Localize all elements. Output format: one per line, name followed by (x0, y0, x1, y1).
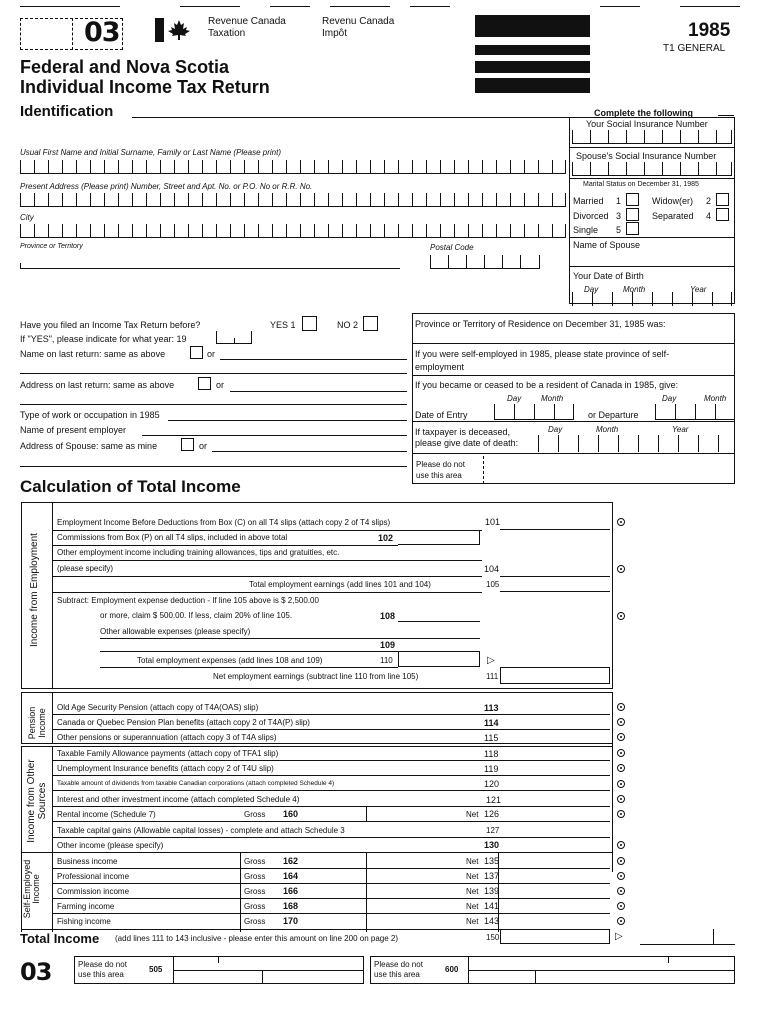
line-105-num: 105 (486, 580, 500, 589)
line-130-num: 130 (484, 840, 500, 850)
became-resident-label: If you became or ceased to be a resident of Canada in 1985, give: (415, 380, 679, 390)
barcode-block (475, 15, 590, 93)
line-141-net: Net (466, 902, 479, 911)
line-113-num: 113 (484, 703, 499, 713)
line-170-gross: Gross (244, 917, 266, 926)
addr-last-input[interactable] (230, 391, 407, 392)
line-109-num: 109 (380, 640, 396, 650)
name-last-label: Name on last return: same as above (20, 349, 166, 359)
widowed-checkbox[interactable] (716, 193, 729, 206)
departure-label: or Departure (588, 410, 639, 420)
footer-dnu-a-2: use this area (78, 970, 124, 979)
form-code: 03 (84, 17, 120, 48)
name-input[interactable] (20, 160, 566, 174)
yes-checkbox[interactable] (302, 316, 317, 331)
line-102-input[interactable] (398, 531, 480, 545)
self-emp-label-2: employment (415, 362, 465, 372)
line-130-label: Other income (please specify) (57, 841, 164, 850)
separated-num: 4 (706, 211, 712, 221)
footer-dnu-b-1: Please do not (374, 960, 423, 969)
line-141-input[interactable] (52, 913, 610, 914)
name-label: Usual First Name and Initial Surname, Family or Last Name (Please print) (20, 148, 281, 157)
line-137-net: Net (466, 872, 479, 881)
line-137-num: 137 (484, 871, 500, 881)
filed-before-label: Have you filed an Income Tax Return before? (20, 320, 201, 330)
province-input[interactable] (20, 255, 400, 269)
dob-input[interactable] (572, 292, 732, 306)
line-118-input[interactable] (52, 760, 610, 761)
footer-dnu-a-1: Please do not (78, 960, 127, 969)
employer-label: Name of present employer (20, 425, 127, 435)
line-119-input[interactable] (52, 775, 610, 776)
line-102-num: 102 (378, 533, 394, 543)
separated-label: Separated (652, 211, 694, 221)
line-115-label: Other pensions or superannuation (attach copy 3 of T4A slips) (57, 733, 277, 742)
line-135-label: Business income (57, 857, 118, 866)
widowed-num: 2 (706, 196, 712, 206)
departure-day: Day (662, 394, 677, 403)
line-170-num: 170 (283, 916, 299, 926)
line-110-label: Total employment expenses (add lines 108 and 109) (137, 656, 323, 665)
line-111-label: Net employment earnings (subtract line 110 from line 105) (213, 672, 419, 681)
line-164-num: 164 (283, 871, 299, 881)
line-164-gross: Gross (244, 872, 266, 881)
line-120-label: Taxable amount of dividends from taxable Canadian corporations (attach completed Schedule 4) (57, 780, 335, 787)
total-income-input[interactable] (500, 929, 610, 944)
line-139-input[interactable] (52, 898, 610, 899)
what-year-label: If "YES", please indicate for what year: 19 (20, 334, 187, 344)
married-num: 1 (616, 196, 622, 206)
line-139-label: Commission income (57, 887, 130, 896)
line-118-num: 118 (484, 749, 499, 759)
line-110-input[interactable] (398, 651, 480, 667)
death-day: Day (548, 425, 563, 434)
line-104-num: 104 (484, 564, 500, 574)
footer-code-a: 505 (149, 965, 163, 974)
deceased-label-2: please give date of death: (415, 438, 519, 448)
line-143-num: 143 (484, 916, 500, 926)
line-126-label: Rental income (Schedule 7) (57, 810, 156, 819)
title-line-1: Federal and Nova Scotia (20, 57, 230, 77)
total-income-note: (add lines 111 to 143 inclusive - please enter this amount on line 200 on page 2) (115, 934, 398, 943)
line-104-input[interactable] (500, 576, 610, 577)
residence-box (412, 313, 735, 484)
line-168-num: 168 (283, 901, 299, 911)
departure-month: Month (704, 394, 727, 403)
addr-spouse-input[interactable] (212, 451, 407, 452)
spouse-sin-label: Spouse's Social Insurance Number (576, 151, 717, 161)
dept-en-2: Taxation (208, 28, 246, 39)
line-127-label: Taxable capital gains (Allowable capital losses) - complete and attach Schedule 3 (57, 826, 345, 835)
canada-flag-icon (155, 18, 195, 42)
line-126-num: 126 (484, 809, 500, 819)
line-101-input[interactable] (500, 529, 610, 530)
date-entry-input[interactable] (494, 404, 574, 420)
complete-following: Complete the following (594, 108, 693, 118)
line-162-num: 162 (283, 856, 299, 866)
postal-code-input[interactable] (430, 255, 540, 269)
city-input[interactable] (20, 224, 566, 238)
single-num: 5 (616, 225, 622, 235)
addr-spouse-label: Address of Spouse: same as mine (20, 441, 158, 451)
or-2: or (216, 380, 225, 390)
or-1: or (207, 349, 216, 359)
dnu-label-1: Please do not (416, 460, 465, 469)
married-checkbox[interactable] (626, 193, 639, 206)
deceased-label-1: If taxpayer is deceased, (415, 427, 511, 437)
sin-input[interactable] (572, 130, 732, 144)
single-checkbox[interactable] (626, 222, 639, 235)
line-143-label: Fishing income (57, 917, 111, 926)
line-101-label: Employment Income Before Deductions from Box (C) on all T4 slips (attach copy 2 of T4 slips) (57, 518, 391, 527)
line-105-label: Total employment earnings (add lines 101 and 104) (249, 580, 431, 589)
line-139-num: 139 (484, 886, 500, 896)
married-label: Married (573, 196, 604, 206)
addr-last-checkbox[interactable] (198, 377, 211, 390)
line-119-label: Unemployment Insurance benefits (attach copy 2 of T4U slip) (57, 764, 274, 773)
single-label: Single (573, 225, 599, 235)
other-group-label: Income from Other Sources (26, 759, 48, 843)
line-108-label: or more, claim $ 500.00. If less, claim 20% of line 105. (100, 611, 293, 620)
city-label: City (20, 213, 34, 222)
spouse-sin-input[interactable] (572, 162, 732, 176)
line-113-input[interactable] (52, 714, 610, 715)
line-114-num: 114 (484, 718, 499, 728)
footer-code-b: 600 (445, 965, 459, 974)
line-120-num: 120 (484, 779, 500, 789)
name-last-input[interactable] (220, 359, 407, 360)
line-120-input[interactable] (52, 790, 610, 791)
footer-dnu-b-2: use this area (374, 970, 420, 979)
line-127-input[interactable] (52, 837, 610, 838)
line-114-input[interactable] (52, 729, 610, 730)
line-119-num: 119 (484, 764, 499, 774)
line-160-gross: Gross (244, 810, 266, 819)
line-111-num: 111 (486, 672, 499, 681)
divorced-label: Divorced (573, 211, 609, 221)
line-166-num: 166 (283, 886, 299, 896)
line-162-gross: Gross (244, 857, 266, 866)
date-entry-label: Date of Entry (415, 410, 468, 420)
subtract-label: Subtract: Employment expense deduction - If line 105 above is $ 2,500.00 (57, 596, 319, 605)
other-allowable-label: Other allowable expenses (please specify) (100, 627, 251, 636)
arrow-right-icon: ▷ (615, 931, 623, 942)
death-month: Month (596, 425, 619, 434)
line-121-input[interactable] (52, 806, 610, 807)
name-last-checkbox[interactable] (190, 346, 203, 359)
line-115-num: 115 (484, 733, 499, 743)
dept-fr-2: Impôt (322, 28, 348, 39)
employer-input[interactable] (142, 435, 407, 436)
separated-checkbox[interactable] (716, 208, 729, 221)
line-135-num: 135 (484, 856, 500, 866)
province-residence-label: Province or Territory of Residence on December 31, 1985 was: (415, 319, 666, 329)
line-141-num: 141 (484, 901, 500, 911)
entry-month: Month (541, 394, 564, 403)
self-emp-label-1: If you were self-employed in 1985, please state province of self- (415, 349, 670, 359)
spouse-name-label: Name of Spouse (573, 240, 641, 250)
death-year: Year (672, 425, 689, 434)
widowed-label: Widow(er) (652, 196, 694, 206)
employment-group-label: Income from Employment (29, 533, 40, 647)
type-work-input[interactable] (168, 420, 407, 421)
line-137-label: Professional income (57, 872, 130, 881)
line-160-num: 160 (283, 809, 299, 819)
sin-label: Your Social Insurance Number (586, 119, 708, 129)
dept-en-1: Revenue Canada (208, 16, 286, 27)
dept-fr-1: Revenu Canada (322, 16, 395, 27)
line-110-num: 110 (380, 656, 393, 665)
addr-spouse-checkbox[interactable] (181, 438, 194, 451)
line-101-num: 101 (485, 517, 501, 527)
line-102-label: Commissions from Box (P) on all T4 slips, included in above total (57, 533, 288, 542)
dob-year: Year (690, 285, 707, 294)
date-departure-input[interactable] (655, 404, 735, 420)
line-111-input[interactable] (500, 667, 610, 684)
line-166-gross: Gross (244, 887, 266, 896)
line-137-input[interactable] (52, 883, 610, 884)
line-135-net: Net (466, 857, 479, 866)
line-141-label: Farming income (57, 902, 115, 911)
address-label: Present Address (Please print) Number, Street and Apt. No. or P.O. No or R.R. No. (20, 182, 313, 191)
dnu-label-2: use this area (416, 471, 462, 480)
marital-status-label: Marital Status on December 31, 1985 (583, 181, 699, 188)
line-127-num: 127 (486, 826, 500, 835)
tax-year: 1985 (688, 20, 731, 41)
pension-group-label: Pension Income (27, 706, 47, 740)
province-label: Province or Territory (20, 243, 83, 250)
dob-label: Your Date of Birth (573, 271, 644, 281)
line-126-input[interactable] (52, 821, 610, 822)
date-death-input[interactable] (538, 435, 735, 452)
addr-last-label: Address on last return: same as above (20, 380, 175, 390)
divorced-num: 3 (616, 211, 622, 221)
total-income-label: Total Income (20, 931, 100, 946)
line-118-label: Taxable Family Allowance payments (attach copy of TFA1 slip) (57, 749, 279, 758)
no-label: NO 2 (337, 320, 359, 330)
dob-month: Month (623, 285, 646, 294)
line-168-gross: Gross (244, 902, 266, 911)
no-checkbox[interactable] (363, 316, 378, 331)
yes-label: YES 1 (270, 320, 296, 330)
line-105-input[interactable] (500, 591, 610, 592)
line-143-net: Net (466, 917, 479, 926)
total-income-num: 150 (486, 933, 500, 942)
title-line-2: Individual Income Tax Return (20, 77, 270, 97)
line-113-label: Old Age Security Pension (attach copy of T4A(OAS) slip) (57, 703, 259, 712)
self-employed-group-label: Self-Employed Income (22, 859, 41, 919)
form-name: T1 GENERAL (663, 43, 726, 54)
entry-day: Day (507, 394, 522, 403)
line-108-input[interactable] (398, 621, 480, 622)
line-108-num: 108 (380, 611, 396, 621)
postal-label: Postal Code (430, 243, 474, 252)
address-input[interactable] (20, 193, 566, 207)
type-work-label: Type of work or occupation in 1985 (20, 410, 160, 420)
line-121-label: Interest and other investment income (attach completed Schedule 4) (57, 795, 300, 804)
or-3: or (199, 441, 208, 451)
line-104-label: (please specify) (57, 564, 114, 573)
line-114-label: Canada or Quebec Pension Plan benefits (attach copy 2 of T4A(P) slip) (57, 718, 310, 727)
dob-day: Day (584, 285, 599, 294)
spouse-name-input[interactable] (569, 266, 735, 267)
calc-heading: Calculation of Total Income (20, 477, 241, 496)
identification-heading: Identification (20, 103, 114, 120)
other-emp-label: Other employment income including training allowances, tips and gratuities, etc. (57, 548, 340, 557)
footer-code: 03 (20, 958, 52, 986)
line-126-net: Net (466, 810, 479, 819)
line-135-input[interactable] (52, 868, 610, 869)
line-139-net: Net (466, 887, 479, 896)
arrow-right-icon: ▷ (487, 655, 495, 666)
line-121-num: 121 (486, 795, 502, 805)
divorced-checkbox[interactable] (626, 208, 639, 221)
